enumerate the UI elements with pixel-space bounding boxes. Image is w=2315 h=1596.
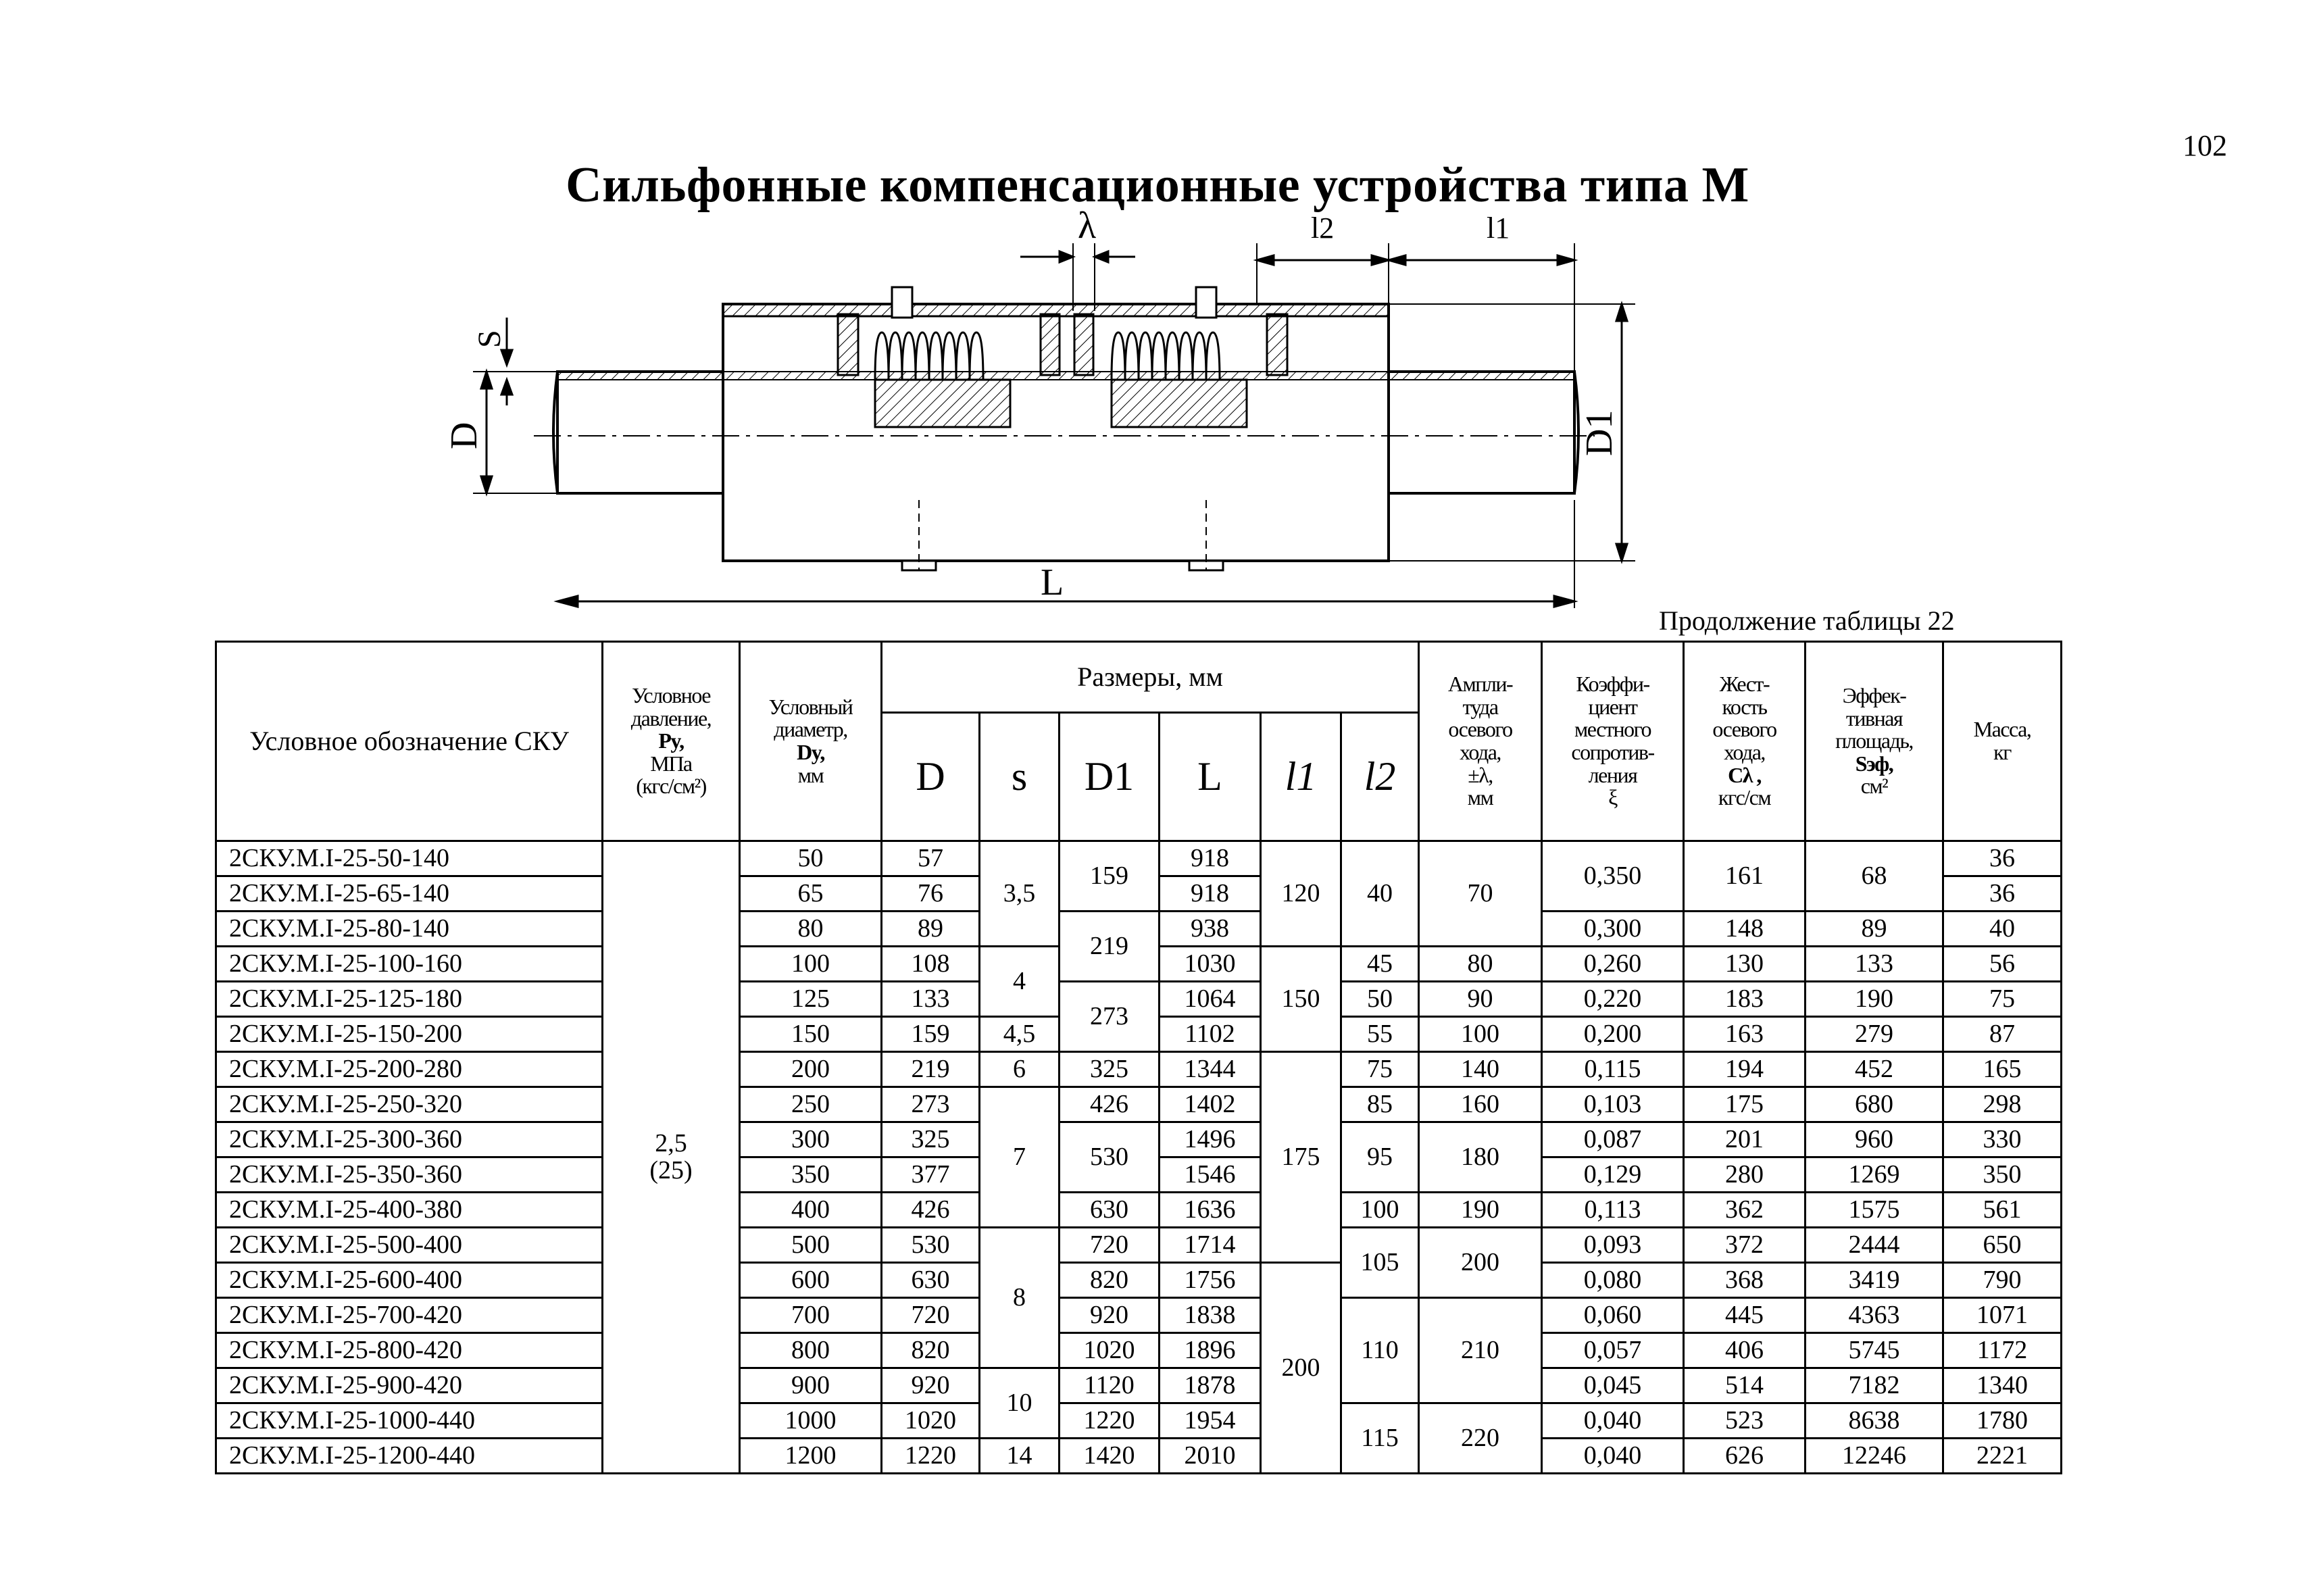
table-row (216, 1333, 2062, 1368)
table-cell: 70 (1419, 841, 1542, 947)
table-cell: 350 (1943, 1157, 2062, 1193)
table-cell: 100 (740, 947, 882, 982)
table-cell: 0,300 (1542, 912, 1684, 947)
table-cell: 89 (882, 912, 980, 947)
table-cell: 368 (1684, 1263, 1806, 1298)
header-d: D (882, 713, 980, 841)
table-cell: 377 (882, 1157, 980, 1193)
table-cell: 2221 (1943, 1439, 2062, 1474)
table-cell: 100 (1341, 1193, 1419, 1228)
table-cell: 1420 (1060, 1439, 1160, 1474)
table-cell: 200 (1419, 1228, 1542, 1298)
left-flange (838, 314, 858, 375)
table-cell: 0,045 (1542, 1368, 1684, 1403)
table-cell: 0,350 (1542, 841, 1684, 912)
table-cell: 279 (1806, 1017, 1943, 1052)
table-cell: 7 (980, 1087, 1060, 1228)
label-s: S (472, 330, 507, 348)
table-cell: 150 (1261, 947, 1341, 1052)
table-cell: 95 (1341, 1122, 1419, 1193)
table-row (216, 1298, 2062, 1333)
table-cell: 523 (1684, 1403, 1806, 1439)
table-cell: 1636 (1160, 1193, 1261, 1228)
table-cell: 0,093 (1542, 1228, 1684, 1263)
table-cell: 75 (1943, 982, 2062, 1017)
table-cell: 120 (1261, 841, 1341, 947)
header-designation: Условное обозначение СКУ (216, 642, 603, 841)
table-cell: 219 (1060, 912, 1160, 982)
table-cell: 8638 (1806, 1403, 1943, 1439)
table-cell: 110 (1341, 1298, 1419, 1403)
table-cell: 1340 (1943, 1368, 2062, 1403)
table-cell: 12246 (1806, 1439, 1943, 1474)
table-cell: 36 (1943, 876, 2062, 912)
table-cell: 55 (1341, 1017, 1419, 1052)
table-cell: 1756 (1160, 1263, 1261, 1298)
table-cell: 350 (740, 1157, 882, 1193)
table-cell: 4363 (1806, 1298, 1943, 1333)
header-diameter: Условный диаметр, Dy, мм (740, 642, 882, 841)
designation-cell: 2СКУ.М.I-25-900-420 (216, 1368, 603, 1403)
table-row (216, 1122, 2062, 1157)
table-cell: 1896 (1160, 1333, 1261, 1368)
table-cell: 1200 (740, 1439, 882, 1474)
table-cell: 918 (1160, 876, 1261, 912)
table-cell: 820 (882, 1333, 980, 1368)
pressure-cell: 2,5 (25) (603, 841, 740, 1474)
table-row (216, 1087, 2062, 1122)
table-cell: 1071 (1943, 1298, 2062, 1333)
header-mass: Масса, кг (1943, 642, 2062, 841)
table-cell: 165 (1943, 1052, 2062, 1087)
table-cell: 1402 (1160, 1087, 1261, 1122)
designation-cell: 2СКУ.М.I-25-500-400 (216, 1228, 603, 1263)
label-lambda: λ (1078, 205, 1097, 247)
table-cell: 426 (1060, 1087, 1160, 1122)
table-cell: 280 (1684, 1157, 1806, 1193)
table-cell: 7182 (1806, 1368, 1943, 1403)
table-cell: 626 (1684, 1439, 1806, 1474)
table-cell: 1344 (1160, 1052, 1261, 1087)
designation-cell: 2СКУ.М.I-25-50-140 (216, 841, 603, 876)
designation-cell: 2СКУ.М.I-25-80-140 (216, 912, 603, 947)
table-cell: 0,040 (1542, 1439, 1684, 1474)
table-cell: 10 (980, 1368, 1060, 1439)
table-cell: 159 (882, 1017, 980, 1052)
table-cell: 406 (1684, 1333, 1806, 1368)
table-cell: 45 (1341, 947, 1419, 982)
table-cell: 0,087 (1542, 1122, 1684, 1157)
table-cell: 0,115 (1542, 1052, 1684, 1087)
table-cell: 273 (1060, 982, 1160, 1052)
designation-cell: 2СКУ.М.I-25-65-140 (216, 876, 603, 912)
table-cell: 219 (882, 1052, 980, 1087)
table-cell: 1575 (1806, 1193, 1943, 1228)
table-cell: 325 (1060, 1052, 1160, 1087)
designation-cell: 2СКУ.М.I-25-800-420 (216, 1333, 603, 1368)
table-cell: 0,060 (1542, 1298, 1684, 1333)
table-cell: 630 (1060, 1193, 1160, 1228)
designation-cell: 2СКУ.М.I-25-125-180 (216, 982, 603, 1017)
table-row (216, 982, 2062, 1017)
table-cell: 68 (1806, 841, 1943, 912)
table-cell: 175 (1261, 1052, 1341, 1263)
table-cell: 36 (1943, 841, 2062, 876)
center-flange-left (1041, 314, 1060, 375)
table-cell: 200 (740, 1052, 882, 1087)
designation-cell: 2СКУ.М.I-25-1000-440 (216, 1403, 603, 1439)
page-number: 102 (2183, 129, 2227, 162)
table-cell: 125 (740, 982, 882, 1017)
table-row (216, 912, 2062, 947)
table-cell: 445 (1684, 1298, 1806, 1333)
center-flange-right (1074, 314, 1093, 375)
table-row (216, 1368, 2062, 1403)
label-l1: l1 (1487, 211, 1510, 245)
table-cell: 133 (1806, 947, 1943, 982)
header-l2: l2 (1341, 713, 1419, 841)
table-cell: 90 (1419, 982, 1542, 1017)
header-l: L (1160, 713, 1261, 841)
table-cell: 800 (740, 1333, 882, 1368)
header-area: Эффек- тивная площадь, Sэф, см² (1806, 642, 1943, 841)
table-cell: 1172 (1943, 1333, 2062, 1368)
table-cell: 630 (882, 1263, 980, 1298)
table-cell: 130 (1684, 947, 1806, 982)
table-cell: 65 (740, 876, 882, 912)
table-cell: 8 (980, 1228, 1060, 1368)
table-cell: 1954 (1160, 1403, 1261, 1439)
table-cell: 1220 (1060, 1403, 1160, 1439)
spec-table (215, 641, 2062, 1474)
table-cell: 1020 (882, 1403, 980, 1439)
table-cell: 163 (1684, 1017, 1806, 1052)
table-cell: 80 (1419, 947, 1542, 982)
table-cell: 180 (1419, 1122, 1542, 1193)
table-cell: 273 (882, 1087, 980, 1122)
table-cell: 330 (1943, 1122, 2062, 1157)
table-cell: 5745 (1806, 1333, 1943, 1368)
table-cell: 105 (1341, 1228, 1419, 1298)
table-cell: 89 (1806, 912, 1943, 947)
table-cell: 161 (1684, 841, 1806, 912)
table-cell: 133 (882, 982, 980, 1017)
table-cell: 175 (1684, 1087, 1806, 1122)
table-row (216, 841, 2062, 876)
table-cell: 57 (882, 841, 980, 876)
table-cell: 820 (1060, 1263, 1160, 1298)
table-cell: 1000 (740, 1403, 882, 1439)
left-pipe (557, 372, 723, 493)
table-cell: 3419 (1806, 1263, 1943, 1298)
designation-cell: 2СКУ.М.I-25-150-200 (216, 1017, 603, 1052)
table-cell: 362 (1684, 1193, 1806, 1228)
table-cell: 1714 (1160, 1228, 1261, 1263)
table-cell: 938 (1160, 912, 1261, 947)
table-cell: 0,260 (1542, 947, 1684, 982)
table-cell: 148 (1684, 912, 1806, 947)
table-cell: 1102 (1160, 1017, 1261, 1052)
table-cell: 1020 (1060, 1333, 1160, 1368)
table-cell: 6 (980, 1052, 1060, 1087)
table-cell: 426 (882, 1193, 980, 1228)
table-cell: 650 (1943, 1228, 2062, 1263)
table-cell: 200 (1261, 1263, 1341, 1474)
table-cell: 1878 (1160, 1368, 1261, 1403)
table-cell: 115 (1341, 1403, 1419, 1474)
table-cell: 600 (740, 1263, 882, 1298)
header-pressure: Условное давление, Py, МПа (кгс/см²) (603, 642, 740, 841)
table-cell: 918 (1160, 841, 1261, 876)
label-d: D (443, 422, 485, 449)
header-coefficient: Коэффи- циент местного сопротив- ления ξ (1542, 642, 1684, 841)
table-row (216, 1403, 2062, 1439)
header-amplitude: Ампли- туда осевого хода, ±λ, мм (1419, 642, 1542, 841)
designation-cell: 2СКУ.М.I-25-700-420 (216, 1298, 603, 1333)
table-cell: 0,220 (1542, 982, 1684, 1017)
table-cell: 1064 (1160, 982, 1261, 1017)
table-cell: 372 (1684, 1228, 1806, 1263)
table-cell: 1780 (1943, 1403, 2062, 1439)
table-cell: 0,113 (1542, 1193, 1684, 1228)
table-cell: 2444 (1806, 1228, 1943, 1263)
table-cell: 790 (1943, 1263, 2062, 1298)
table-cell: 0,057 (1542, 1333, 1684, 1368)
table-cell: 190 (1419, 1193, 1542, 1228)
table-cell: 1546 (1160, 1157, 1261, 1193)
table-cell: 108 (882, 947, 980, 982)
table-cell: 190 (1806, 982, 1943, 1017)
table-cell: 2010 (1160, 1439, 1261, 1474)
table-cell: 75 (1341, 1052, 1419, 1087)
table-cell: 76 (882, 876, 980, 912)
table-cell: 100 (1419, 1017, 1542, 1052)
table-cell: 530 (1060, 1122, 1160, 1193)
header-d1: D1 (1060, 713, 1160, 841)
table-cell: 514 (1684, 1368, 1806, 1403)
designation-cell: 2СКУ.М.I-25-1200-440 (216, 1439, 603, 1474)
table-cell: 700 (740, 1298, 882, 1333)
table-cell: 4 (980, 947, 1060, 1017)
label-length: L (1041, 562, 1064, 603)
table-cell: 530 (882, 1228, 980, 1263)
header-l1: l1 (1261, 713, 1341, 841)
table-row (216, 1263, 2062, 1298)
designation-cell: 2СКУ.М.I-25-250-320 (216, 1087, 603, 1122)
table-cell: 1269 (1806, 1157, 1943, 1193)
table-cell: 720 (882, 1298, 980, 1333)
table-cell: 40 (1943, 912, 2062, 947)
table-cell: 80 (740, 912, 882, 947)
table-cell: 183 (1684, 982, 1806, 1017)
table-cell: 140 (1419, 1052, 1542, 1087)
table-cell: 561 (1943, 1193, 2062, 1228)
table-cell: 160 (1419, 1087, 1542, 1122)
table-cell: 220 (1419, 1403, 1542, 1474)
table-cell: 56 (1943, 947, 2062, 982)
table-cell: 1838 (1160, 1298, 1261, 1333)
designation-cell: 2СКУ.М.I-25-100-160 (216, 947, 603, 982)
table-cell: 920 (882, 1368, 980, 1403)
right-flange (1267, 314, 1287, 375)
table-cell: 50 (740, 841, 882, 876)
designation-cell: 2СКУ.М.I-25-400-380 (216, 1193, 603, 1228)
designation-cell: 2СКУ.М.I-25-300-360 (216, 1122, 603, 1157)
table-row (216, 1193, 2062, 1228)
table-cell: 500 (740, 1228, 882, 1263)
table-cell: 1220 (882, 1439, 980, 1474)
table-cell: 0,080 (1542, 1263, 1684, 1298)
designation-cell: 2СКУ.М.I-25-350-360 (216, 1157, 603, 1193)
table-cell: 40 (1341, 841, 1419, 947)
table-cell: 50 (1341, 982, 1419, 1017)
pipe-wall-band (557, 372, 1574, 380)
table-cell: 720 (1060, 1228, 1160, 1263)
header-stiffness: Жест- кость осевого хода, Cλ , кгс/см (1684, 642, 1806, 841)
table-cell: 298 (1943, 1087, 2062, 1122)
table-cell: 0,103 (1542, 1087, 1684, 1122)
table-cell: 14 (980, 1439, 1060, 1474)
table-cell: 150 (740, 1017, 882, 1052)
table-cell: 0,040 (1542, 1403, 1684, 1439)
page-title: Сильфонные компенсационные устройства типа М (566, 157, 1749, 213)
table-cell: 85 (1341, 1087, 1419, 1122)
table-cell: 680 (1806, 1087, 1943, 1122)
table-caption: Продолжение таблицы 22 (1659, 605, 1955, 636)
table-cell: 87 (1943, 1017, 2062, 1052)
table-cell: 3,5 (980, 841, 1060, 947)
table-cell: 452 (1806, 1052, 1943, 1087)
table-cell: 0,200 (1542, 1017, 1684, 1052)
table-row (216, 1052, 2062, 1087)
table-cell: 159 (1060, 841, 1160, 912)
table-cell: 250 (740, 1087, 882, 1122)
header-dimensions: Размеры, мм (882, 642, 1419, 713)
compensator-drawing (432, 203, 1662, 622)
table-cell: 0,129 (1542, 1157, 1684, 1193)
table-cell: 1030 (1160, 947, 1261, 982)
table-cell: 900 (740, 1368, 882, 1403)
table-cell: 1496 (1160, 1122, 1261, 1157)
table-cell: 960 (1806, 1122, 1943, 1157)
table-cell: 1120 (1060, 1368, 1160, 1403)
label-l2: l2 (1311, 211, 1335, 245)
table-cell: 201 (1684, 1122, 1806, 1157)
table-cell: 4,5 (980, 1017, 1060, 1052)
right-pipe (1389, 372, 1574, 493)
designation-cell: 2СКУ.М.I-25-600-400 (216, 1263, 603, 1298)
table-cell: 325 (882, 1122, 980, 1157)
table-row (216, 1228, 2062, 1263)
label-d1: D1 (1578, 409, 1620, 456)
table-cell: 920 (1060, 1298, 1160, 1333)
table-cell: 300 (740, 1122, 882, 1157)
designation-cell: 2СКУ.М.I-25-200-280 (216, 1052, 603, 1087)
table-cell: 210 (1419, 1298, 1542, 1403)
table-cell: 194 (1684, 1052, 1806, 1087)
table-cell: 400 (740, 1193, 882, 1228)
header-s: s (980, 713, 1060, 841)
table-row (216, 1439, 2062, 1474)
